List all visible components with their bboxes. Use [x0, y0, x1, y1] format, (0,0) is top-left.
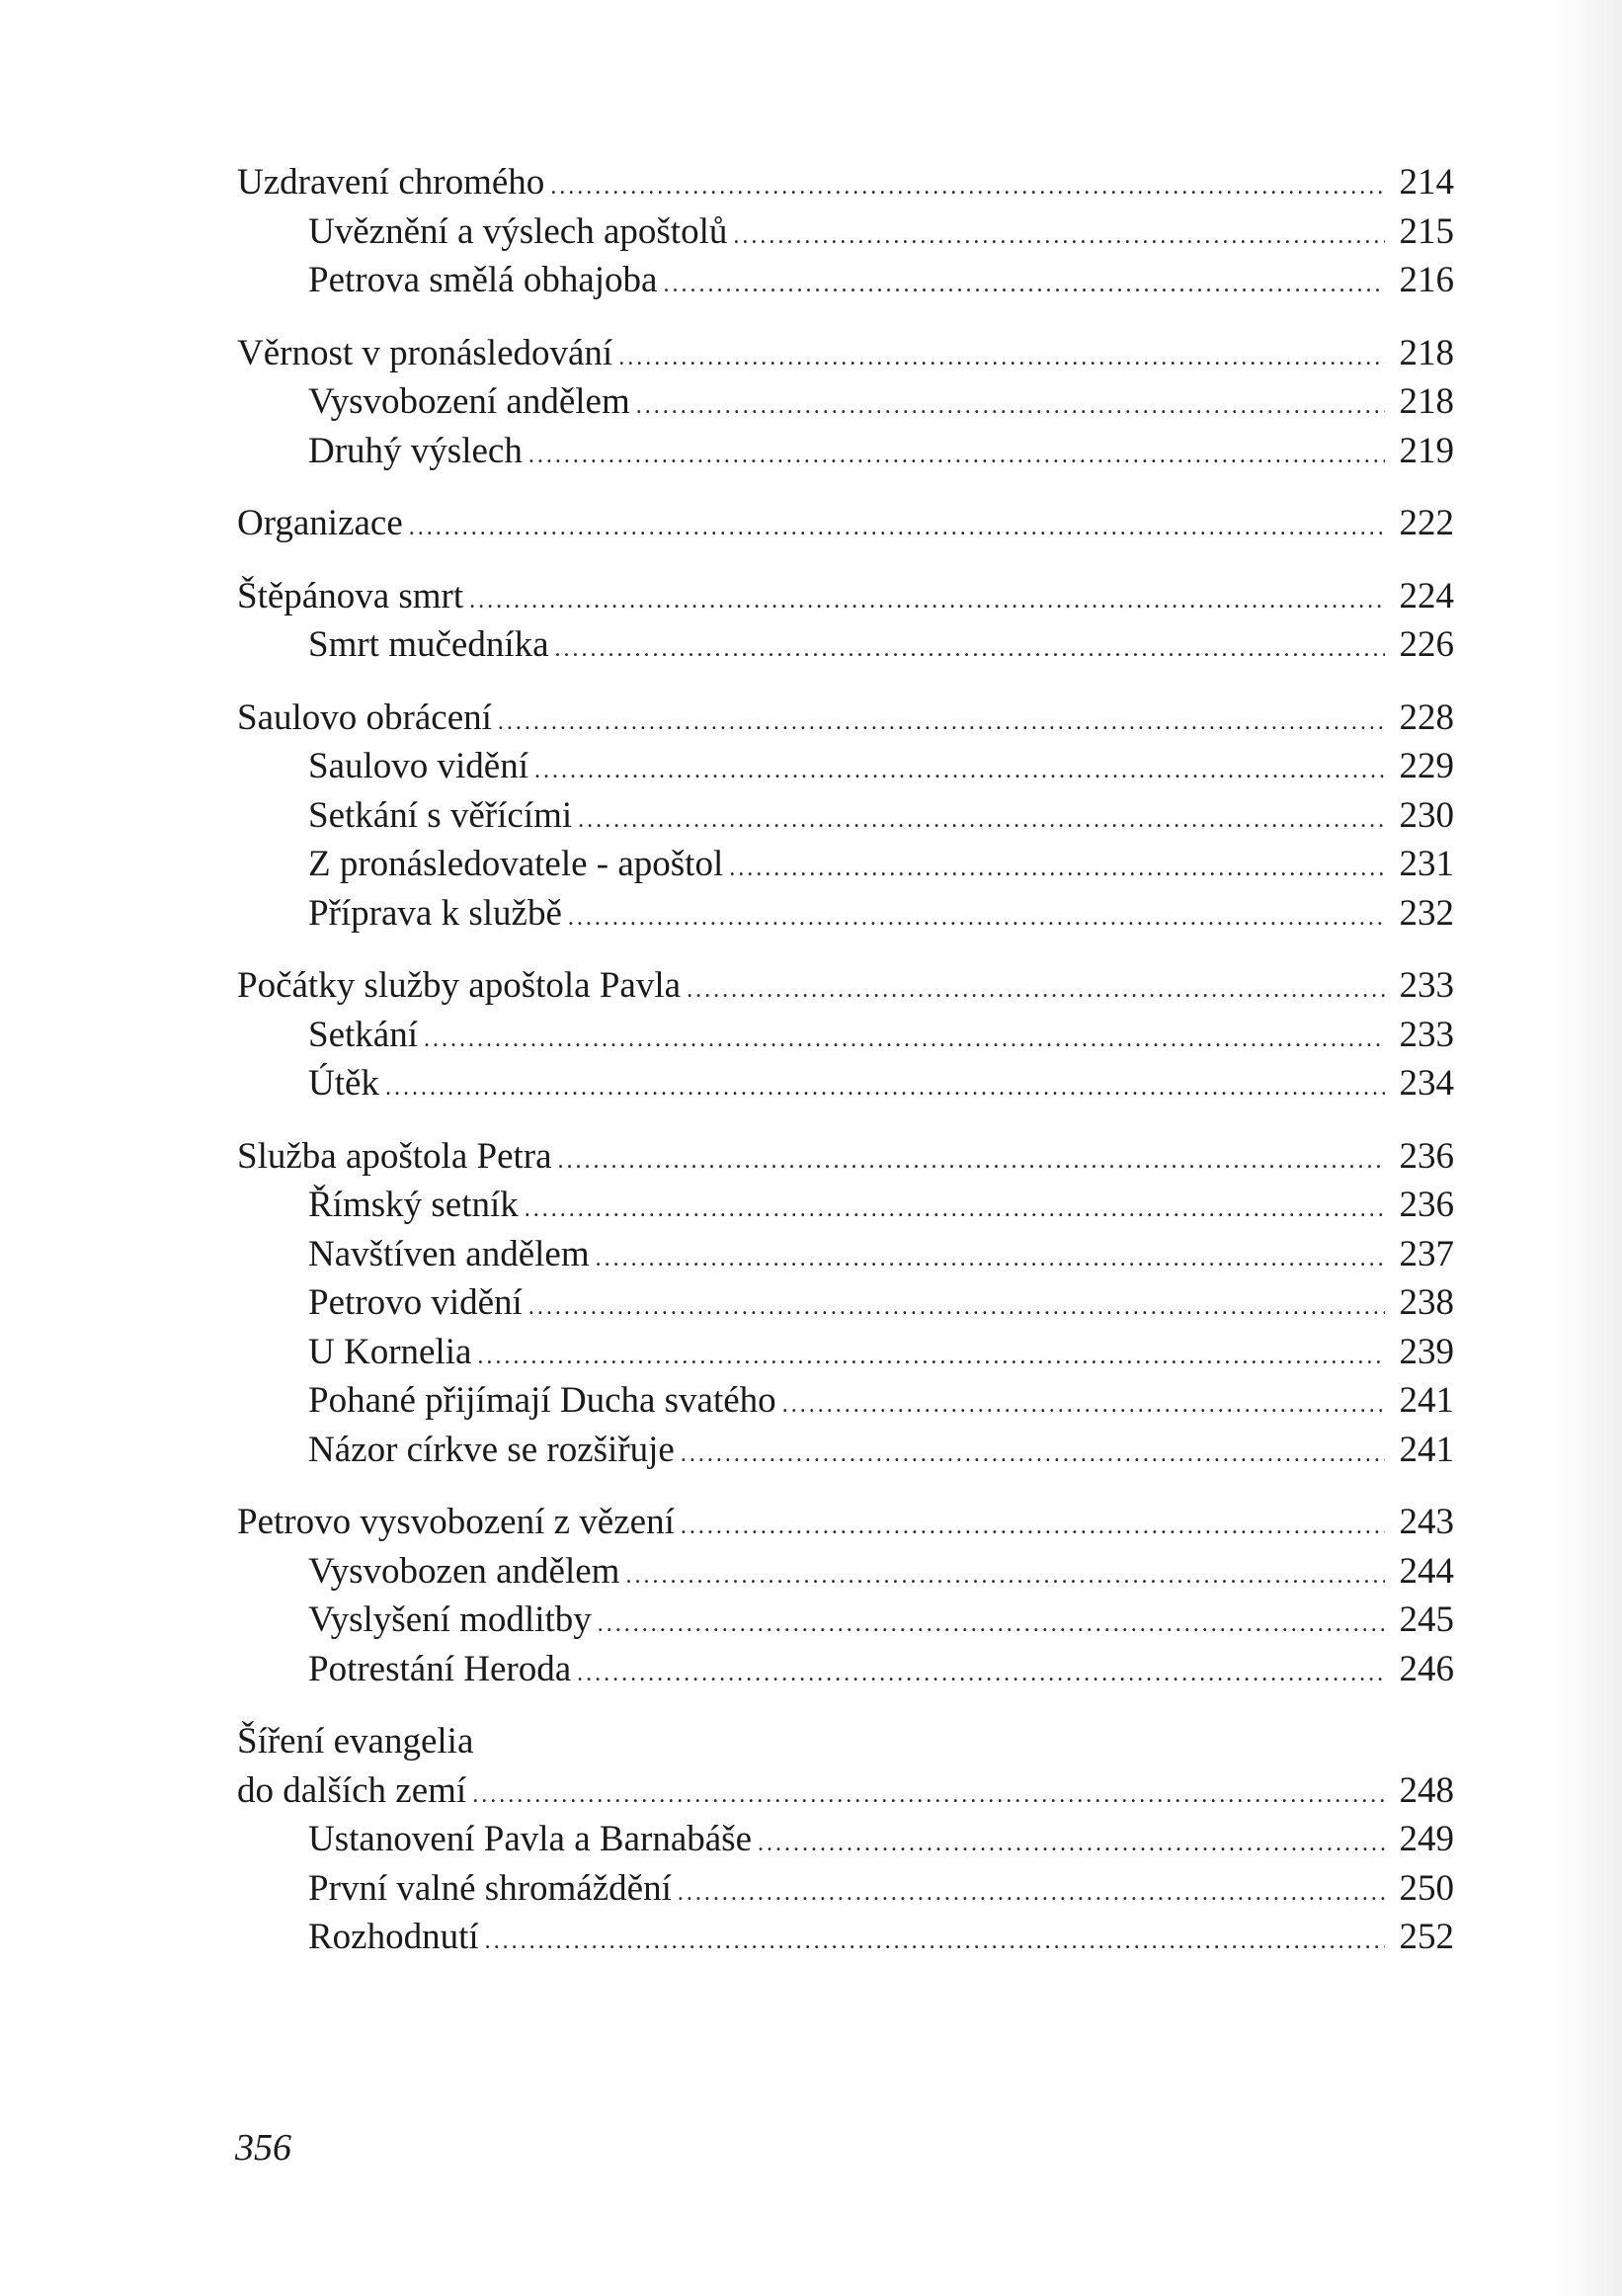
toc-entry-title: Organizace: [237, 503, 403, 543]
toc-subentry: [237, 427, 1454, 476]
toc-entry-title: Vysvobozen andělem: [308, 1550, 620, 1592]
toc-entry: [237, 158, 1454, 207]
toc-entry-title: Uzdravení chromého: [237, 162, 545, 203]
toc-entry-title: Setkání s věřícími: [308, 794, 573, 836]
dot-leader: [729, 845, 1385, 894]
dot-leader: [681, 1503, 1385, 1552]
toc-section: [237, 499, 1454, 548]
toc-subentry: [237, 1376, 1454, 1426]
toc-entry-title: Navštíven andělem: [308, 1233, 590, 1274]
toc-subentry: [237, 840, 1454, 889]
toc-entry-page: 230: [1399, 794, 1454, 836]
dot-leader: [578, 796, 1385, 846]
toc-entry-page: 218: [1399, 381, 1454, 422]
dot-leader: [534, 747, 1385, 796]
toc-entry-page: 218: [1399, 332, 1454, 373]
toc-entry-title: Šíření evangelia: [237, 1721, 474, 1762]
toc-entry-page: 249: [1399, 1819, 1454, 1859]
toc-entry-title: Římský setník: [308, 1185, 519, 1225]
toc-entry-page: 222: [1399, 503, 1454, 543]
dot-leader: [577, 1650, 1385, 1699]
toc-subentry: [237, 1815, 1454, 1864]
toc-entry-title: Petrovo vidění: [308, 1282, 523, 1323]
toc-entry-page: 233: [1399, 1014, 1454, 1055]
toc-entry: [237, 1132, 1454, 1182]
toc-entry-page: 246: [1399, 1648, 1454, 1689]
toc-entry-title: Smrt mučedníka: [308, 624, 549, 665]
toc-section: [237, 572, 1454, 670]
dot-leader: [636, 382, 1385, 432]
toc-subentry: [237, 1864, 1454, 1914]
toc-entry-title: Saulovo obrácení: [237, 697, 492, 738]
toc-subentry: [237, 207, 1454, 257]
dot-leader: [525, 1186, 1385, 1235]
toc-entry-page: 228: [1399, 697, 1454, 738]
dot-leader: [625, 1552, 1385, 1601]
toc-subentry: [237, 377, 1454, 427]
dot-leader: [558, 1137, 1385, 1187]
dot-leader: [568, 894, 1385, 943]
toc-entry-title: Ustanovení Pavla a Barnabáše: [308, 1819, 752, 1859]
dot-leader: [409, 504, 1385, 553]
toc-entry-title: Názor církve se rozšiřuje: [308, 1429, 675, 1470]
dot-leader: [663, 261, 1385, 310]
toc-entry: [237, 961, 1454, 1011]
toc-entry-page: 241: [1399, 1380, 1454, 1421]
toc-subentry: [237, 1645, 1454, 1694]
toc-entry-title: U Kornelia: [308, 1331, 472, 1372]
toc-subentry: [237, 1059, 1454, 1108]
toc-entry-page: 241: [1399, 1429, 1454, 1470]
toc-entry-page: 231: [1399, 844, 1454, 884]
toc-entry-title: Služba apoštola Petra: [237, 1135, 552, 1177]
toc-entry-title: Setkání: [308, 1014, 418, 1055]
dot-leader: [678, 1869, 1385, 1919]
toc-subentry: [237, 1426, 1454, 1475]
toc-entry-page: 214: [1399, 162, 1454, 203]
toc-entry-page: 238: [1399, 1282, 1454, 1323]
toc-subentry: [237, 256, 1454, 305]
toc-entry-title: Uvěznění a výslech apoštolů: [308, 210, 728, 252]
dot-leader: [469, 577, 1385, 626]
dot-leader: [528, 1283, 1385, 1333]
toc-entry-page: 250: [1399, 1867, 1454, 1909]
toc-subentry: [237, 889, 1454, 939]
toc-entry-page: 233: [1399, 965, 1454, 1006]
toc-subentry: [237, 620, 1454, 670]
dot-leader: [385, 1064, 1385, 1113]
dot-leader: [555, 625, 1385, 675]
toc-entry-title: Rozhodnutí: [308, 1917, 479, 1957]
toc-section: [237, 1132, 1454, 1475]
toc-subentry: [237, 1181, 1454, 1230]
dot-leader: [498, 698, 1385, 748]
toc-entry-page: 215: [1399, 210, 1454, 252]
dot-leader: [485, 1918, 1385, 1967]
dot-leader: [477, 1333, 1385, 1382]
dot-leader: [687, 966, 1385, 1016]
toc-entry-page: 245: [1399, 1599, 1454, 1640]
toc-entry-page: 234: [1399, 1063, 1454, 1104]
dot-leader: [782, 1381, 1385, 1431]
toc-entry-title: Štěpánova smrt: [237, 575, 464, 616]
toc-entry-title: Vyslyšení modlitby: [308, 1599, 592, 1640]
dot-leader: [550, 163, 1385, 212]
page-number: 356: [235, 2127, 291, 2169]
toc-subentry: [237, 1596, 1454, 1645]
toc-section: [237, 694, 1454, 939]
toc-subentry: [237, 791, 1454, 841]
dot-leader: [424, 1016, 1385, 1065]
toc-subentry: [237, 1328, 1454, 1377]
toc-entry-title: Příprava k službě: [308, 892, 562, 934]
toc-entry-title: Saulovo vidění: [308, 746, 529, 786]
toc-entry: [237, 1498, 1454, 1547]
toc-entry: [237, 572, 1454, 621]
toc-entry-page: 243: [1399, 1502, 1454, 1542]
toc-entry-page: 236: [1399, 1185, 1454, 1225]
toc-subentry: [237, 1230, 1454, 1279]
dot-leader: [528, 432, 1385, 481]
toc-entry-title: Z pronásledovatele - apoštol: [308, 844, 724, 884]
toc-entry-page: 224: [1399, 575, 1454, 616]
toc-entry-title: Vysvobození andělem: [308, 381, 630, 422]
toc-entry-page: 236: [1399, 1135, 1454, 1177]
dot-leader: [596, 1235, 1385, 1284]
toc-subentry: [237, 1011, 1454, 1060]
toc-entry: [237, 499, 1454, 548]
toc-entry-page: 226: [1399, 624, 1454, 665]
toc-entry-title: Potrestání Heroda: [308, 1648, 572, 1689]
toc-entry-title: Věrnost v pronásledování: [237, 332, 613, 373]
toc-subentry: [237, 1913, 1454, 1962]
toc-entry-title: Útěk: [308, 1063, 379, 1104]
toc-entry: [237, 1766, 1454, 1816]
toc-entry-page: 232: [1399, 892, 1454, 934]
toc-entry-page: 219: [1399, 430, 1454, 471]
toc-entry: [237, 329, 1454, 378]
toc-entry-page: 229: [1399, 746, 1454, 786]
dot-leader: [472, 1771, 1385, 1821]
toc-entry-page: 239: [1399, 1331, 1454, 1372]
table-of-contents: [237, 158, 1454, 1986]
toc-entry-page: 248: [1399, 1769, 1454, 1811]
toc-entry-title: Petrovo vysvobození z vězení: [237, 1502, 675, 1542]
toc-section: [237, 961, 1454, 1108]
toc-entry-page: 244: [1399, 1550, 1454, 1592]
toc-section: [237, 1498, 1454, 1693]
dot-leader: [618, 334, 1385, 383]
page-edge-shadow: [1553, 0, 1622, 2296]
dot-leader: [681, 1431, 1385, 1480]
toc-entry-title: Petrova smělá obhajoba: [308, 260, 658, 300]
toc-section: [237, 158, 1454, 305]
toc-entry-title: do dalších zemí: [237, 1769, 467, 1811]
toc-entry: [237, 694, 1454, 743]
dot-leader: [758, 1820, 1385, 1869]
toc-entry-title: Druhý výslech: [308, 430, 523, 471]
toc-subentry: [237, 1547, 1454, 1597]
toc-section: [237, 1717, 1454, 1962]
toc-entry-title: Pohané přijímají Ducha svatého: [308, 1380, 776, 1421]
toc-entry-page: 237: [1399, 1233, 1454, 1274]
toc-entry-title: Počátky služby apoštola Pavla: [237, 965, 682, 1006]
toc-section: [237, 329, 1454, 476]
toc-subentry: [237, 742, 1454, 791]
toc-entry-title: První valné shromáždění: [308, 1867, 672, 1909]
toc-entry-page: 252: [1399, 1917, 1454, 1957]
toc-subentry: [237, 1278, 1454, 1328]
dot-leader: [598, 1600, 1385, 1650]
dot-leader: [733, 212, 1385, 262]
toc-entry-page: 216: [1399, 260, 1454, 300]
